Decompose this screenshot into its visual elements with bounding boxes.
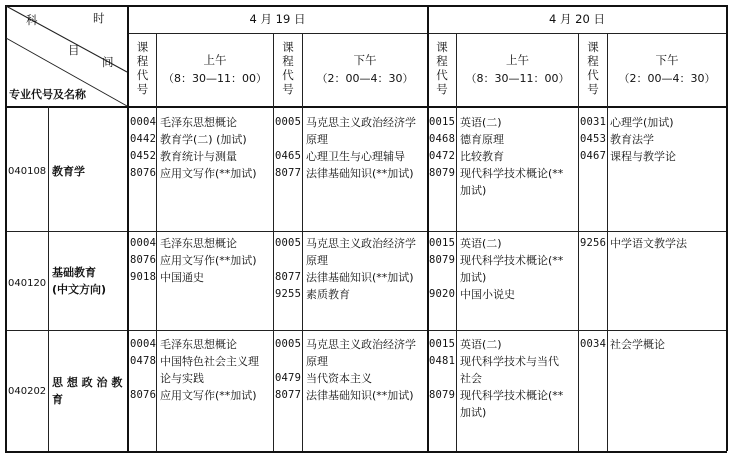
corner-major-label: 专业代号及名称 — [9, 88, 86, 101]
apr20-am-label: 上午 — [506, 53, 529, 67]
apr20-pm-courses: 心理学(加试) 教育法学 课程与教学论 — [610, 116, 676, 163]
code-col-header-3: 课 程 代 号 — [436, 40, 448, 96]
apr19-pm-label: 下午 — [353, 53, 377, 67]
apr19-am-courses: 毛泽东思想概论 教育学(二) (加试) 教育统计与测量 应用文写作(**加试) — [160, 116, 257, 180]
major-name: 教育学 — [52, 165, 85, 178]
apr20-pm-codes: 0034 — [580, 338, 607, 350]
row-divider-1 — [5, 231, 727, 232]
apr20-pm-label: 下午 — [655, 53, 679, 67]
apr19-pm-courses: 马克思主义政治经济学 原理 心理卫生与心理辅导 法律基础知识(**加试) — [306, 116, 416, 180]
code-col-header-2: 课 程 代 号 — [282, 40, 294, 96]
apr19-am-codes: 0004 0442 0452 8076 — [130, 116, 157, 179]
apr20-am-courses: 英语(二) 现代科学技术与当代 社会 现代科学技术概论(** 加试) — [460, 338, 564, 419]
major-code: 040202 — [8, 386, 47, 397]
apr19-pm-codes: 0005 0465 8077 — [275, 116, 302, 179]
major-name: 基础教育 (中文方向) — [52, 266, 107, 296]
apr20-am-codes: 0015 0481 8079 — [429, 338, 456, 401]
row-divider-2 — [5, 330, 727, 331]
apr19-am-courses: 毛泽东思想概论 应用文写作(**加试) 中国通史 — [160, 237, 257, 284]
apr19-am-time: （8：30—11：00） — [163, 72, 267, 85]
apr19-pm-courses: 马克思主义政治经济学 原理 法律基础知识(**加试) 素质教育 — [306, 237, 416, 301]
apr19-am-codes: 0004 8076 9018 — [130, 237, 157, 283]
major-code: 040120 — [8, 278, 47, 289]
apr19-am-label: 上午 — [203, 53, 227, 67]
apr20-am-courses: 英语(二) 现代科学技术概论(** 加试) 中国小说史 — [460, 237, 564, 301]
apr20-pm-courses: 社会学概论 — [610, 338, 665, 351]
corner-item-label: 目 — [68, 43, 80, 57]
date-header-apr20: 4 月 20 日 — [549, 12, 605, 26]
apr20-am-courses: 英语(二) 德育原理 比较教育 现代科学技术概论(** 加试) — [460, 116, 564, 197]
code-col-header-1: 课 程 代 号 — [136, 40, 149, 96]
apr19-pm-courses: 马克思主义政治经济学 原理 当代资本主义 法律基础知识(**加试) — [306, 338, 416, 402]
apr19-pm-codes: 0005 8077 9255 — [275, 237, 302, 300]
apr19-pm-codes: 0005 0479 8077 — [275, 338, 302, 401]
code-col-header-4: 课 程 代 号 — [587, 40, 599, 96]
apr20-am-codes: 0015 8079 9020 — [429, 237, 456, 300]
corner-interval-label: 间 — [102, 55, 114, 69]
apr19-pm-time: （2：00—4：30） — [316, 72, 414, 85]
apr20-am-time: （8：30—11：00） — [465, 72, 570, 85]
table-bottom-border — [5, 451, 727, 453]
major-name: 思 想 政 治 教 育 — [52, 376, 123, 406]
corner-time-label: 时 — [93, 11, 105, 25]
code-name-divider — [48, 106, 49, 451]
apr20-pm-codes: 9256 — [580, 237, 607, 249]
apr19-am-courses: 毛泽东思想概论 中国特色社会主义理 论与实践 应用文写作(**加试) — [160, 338, 259, 402]
apr20-pm-courses: 中学语文教学法 — [610, 237, 687, 250]
apr20-pm-codes: 0031 0453 0467 — [580, 116, 607, 162]
apr20-am-codes: 0015 0468 0472 8079 — [429, 116, 456, 179]
apr20-pm-time: （2：00—4：30） — [618, 72, 716, 85]
major-code: 040108 — [8, 166, 47, 177]
date-header-apr19: 4 月 19 日 — [249, 12, 306, 26]
apr19-am-codes: 0004 0478 8076 — [130, 338, 157, 401]
corner-subject-label: 科 — [26, 13, 38, 27]
